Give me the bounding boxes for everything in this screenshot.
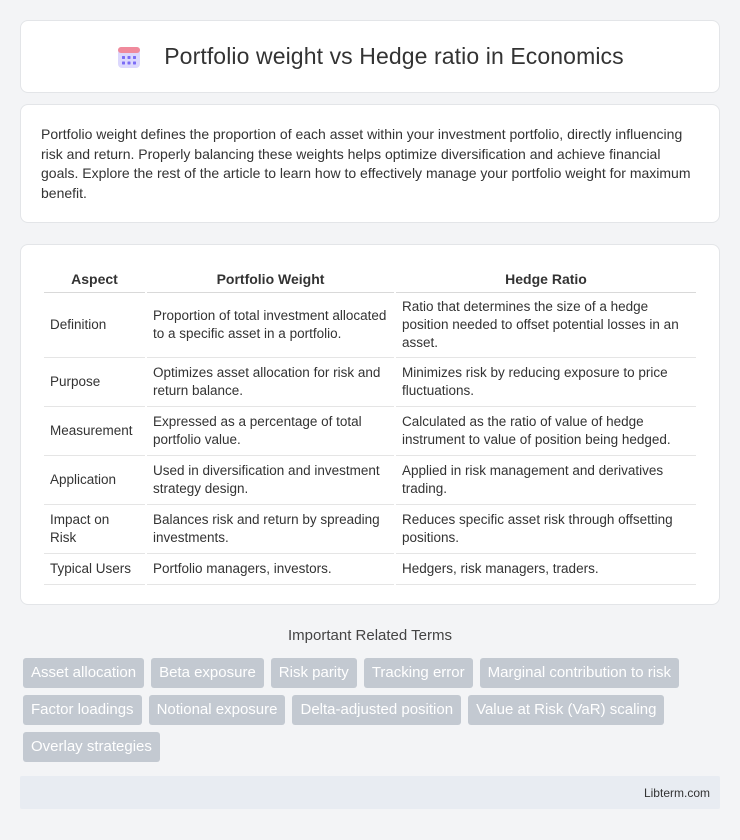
cell-hedge-ratio: Hedgers, risk managers, traders. (396, 554, 696, 585)
footer-link[interactable]: Libterm.com (643, 785, 710, 800)
cell-portfolio-weight: Expressed as a percentage of total portfolio value. (147, 407, 394, 456)
cell-aspect: Application (44, 456, 145, 505)
table-header-row (44, 265, 696, 293)
table-row (44, 456, 696, 505)
cell-aspect: Typical Users (44, 554, 145, 585)
header-aspect: Aspect (44, 265, 145, 293)
cell-portfolio-weight: Proportion of total investment allocated to a specific asset in a portfolio. (147, 293, 394, 358)
header-portfolio-weight: Portfolio Weight (147, 265, 394, 293)
cell-hedge-ratio: Calculated as the ratio of value of hedge instrument to value of position being hedged. (396, 407, 696, 456)
cell-portfolio-weight: Balances risk and return by spreading investments. (147, 505, 394, 554)
header-hedge-ratio: Hedge Ratio (396, 265, 696, 293)
page-header (20, 20, 720, 93)
table-row (44, 505, 696, 554)
term-tag[interactable]: Marginal contribution to risk (480, 658, 679, 688)
cell-aspect: Purpose (44, 358, 145, 407)
term-tag[interactable]: Risk parity (271, 658, 357, 688)
table-row (44, 358, 696, 407)
intro-text: Portfolio weight defines the proportion of each asset within your investment portfolio, directly influencing risk and return. Properly balancing these weights helps optimize diversification and achieve financial goals. Explore the rest of the article to learn how to effectively manage your portfolio weight for maximum benefit. (41, 126, 691, 201)
cell-portfolio-weight: Portfolio managers, investors. (147, 554, 394, 585)
cell-aspect: Definition (44, 293, 145, 358)
table-row (44, 293, 696, 358)
term-tag[interactable]: Asset allocation (23, 658, 144, 688)
related-terms-list (23, 658, 723, 762)
term-tag[interactable]: Overlay strategies (23, 732, 160, 762)
cell-aspect: Impact on Risk (44, 505, 145, 554)
term-tag[interactable]: Notional exposure (149, 695, 286, 725)
table-row (44, 407, 696, 456)
term-tag[interactable]: Value at Risk (VaR) scaling (468, 695, 664, 725)
cell-portfolio-weight: Used in diversification and investment strategy design. (147, 456, 394, 505)
intro-card (20, 104, 720, 223)
cell-hedge-ratio: Applied in risk management and derivatives trading. (396, 456, 696, 505)
page-title: Portfolio weight vs Hedge ratio in Economics (164, 43, 624, 69)
term-tag[interactable]: Tracking error (364, 658, 473, 688)
cell-portfolio-weight: Optimizes asset allocation for risk and return balance. (147, 358, 394, 407)
related-terms-title: Important Related Terms (288, 627, 452, 644)
cell-hedge-ratio: Minimizes risk by reducing exposure to price fluctuations. (396, 358, 696, 407)
term-tag[interactable]: Factor loadings (23, 695, 142, 725)
comparison-card (20, 244, 720, 605)
cell-hedge-ratio: Reduces specific asset risk through offsetting positions. (396, 505, 696, 554)
term-tag[interactable]: Beta exposure (151, 658, 264, 688)
calendar-icon (116, 44, 142, 70)
cell-aspect: Measurement (44, 407, 145, 456)
term-tag[interactable]: Delta-adjusted position (292, 695, 461, 725)
footer (20, 776, 720, 809)
table-row (44, 554, 696, 585)
cell-hedge-ratio: Ratio that determines the size of a hedge position needed to offset potential losses in an asset. (396, 293, 696, 358)
comparison-table (42, 265, 698, 585)
